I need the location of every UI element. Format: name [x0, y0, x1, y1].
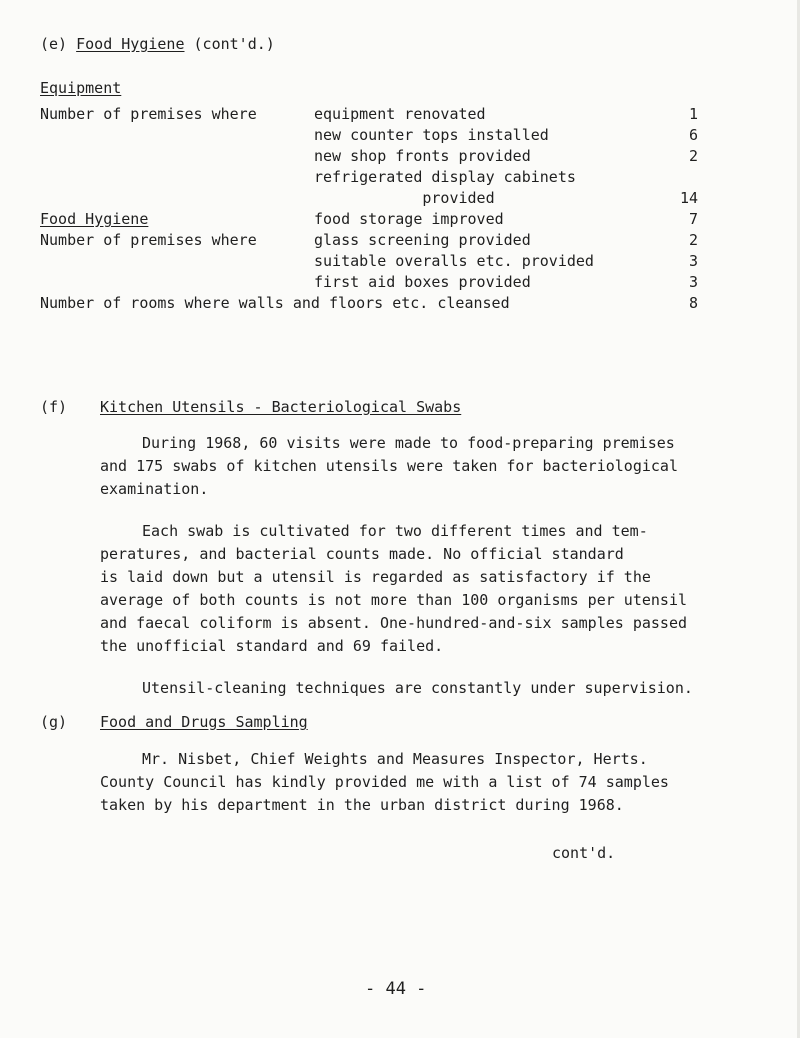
row-value: 7 [688, 210, 698, 228]
row-item: first aid boxes provided [314, 273, 531, 291]
row-value: 3 [688, 273, 698, 291]
section-e-heading: (e) Food Hygiene (cont'd.) [40, 35, 275, 53]
page-number: - 44 - [365, 979, 427, 999]
row-left-label: Food Hygiene [40, 210, 149, 228]
section-f-marker: (f) [40, 398, 68, 416]
section-g-paragraph-1: Mr. Nisbet, Chief Weights and Measures Inspector, Herts. County Council has kindly provided me with a list of 74 samples taken by his department in the urban district during 1968. [100, 750, 669, 814]
row-item: suitable overalls etc. provided [314, 252, 594, 270]
row-value: 14 [679, 189, 698, 207]
section-e-title: Food Hygiene [76, 35, 185, 53]
row-value: 3 [688, 252, 698, 270]
row-left-label: Number of rooms where walls and floors etc. cleansed [40, 294, 510, 312]
row-left-label: Number of premises where [40, 231, 257, 249]
row-value: 8 [688, 294, 698, 312]
row-item: new shop fronts provided [314, 147, 531, 165]
section-f-title: Kitchen Utensils - Bacteriological Swabs [100, 398, 462, 416]
equipment-label: Equipment [40, 79, 122, 97]
section-f-paragraph-2: Each swab is cultivated for two different times and tem- peratures, and bacterial counts made. No official standard is laid down but a utensil is regarded as satisfactory if the average of both counts is not more than 100 organisms per utensil and faecal coliform is absent. One-hundred-and-six samples passed the unofficial standard and 69 failed. [100, 522, 687, 655]
row-item: glass screening provided [314, 231, 531, 249]
section-g-title: Food and Drugs Sampling [100, 713, 308, 731]
section-f-paragraph-3: Utensil-cleaning techniques are constantly under supervision. [142, 679, 693, 697]
row-item: provided [314, 189, 495, 207]
section-g-marker: (g) [40, 713, 68, 731]
row-item: equipment renovated [314, 105, 486, 123]
row-value: 2 [688, 231, 698, 249]
row-value: 1 [688, 105, 698, 123]
contd-note: cont'd. [552, 844, 616, 862]
row-value: 6 [688, 126, 698, 144]
row-item: food storage improved [314, 210, 504, 228]
row-item: refrigerated display cabinets [314, 168, 576, 186]
section-f-paragraph-1: During 1968, 60 visits were made to food-preparing premises and 175 swabs of kitchen utensils were taken for bacteriological examination. [100, 434, 678, 498]
row-value: 2 [688, 147, 698, 165]
row-left-label: Number of premises where [40, 105, 257, 123]
row-item: new counter tops installed [314, 126, 549, 144]
